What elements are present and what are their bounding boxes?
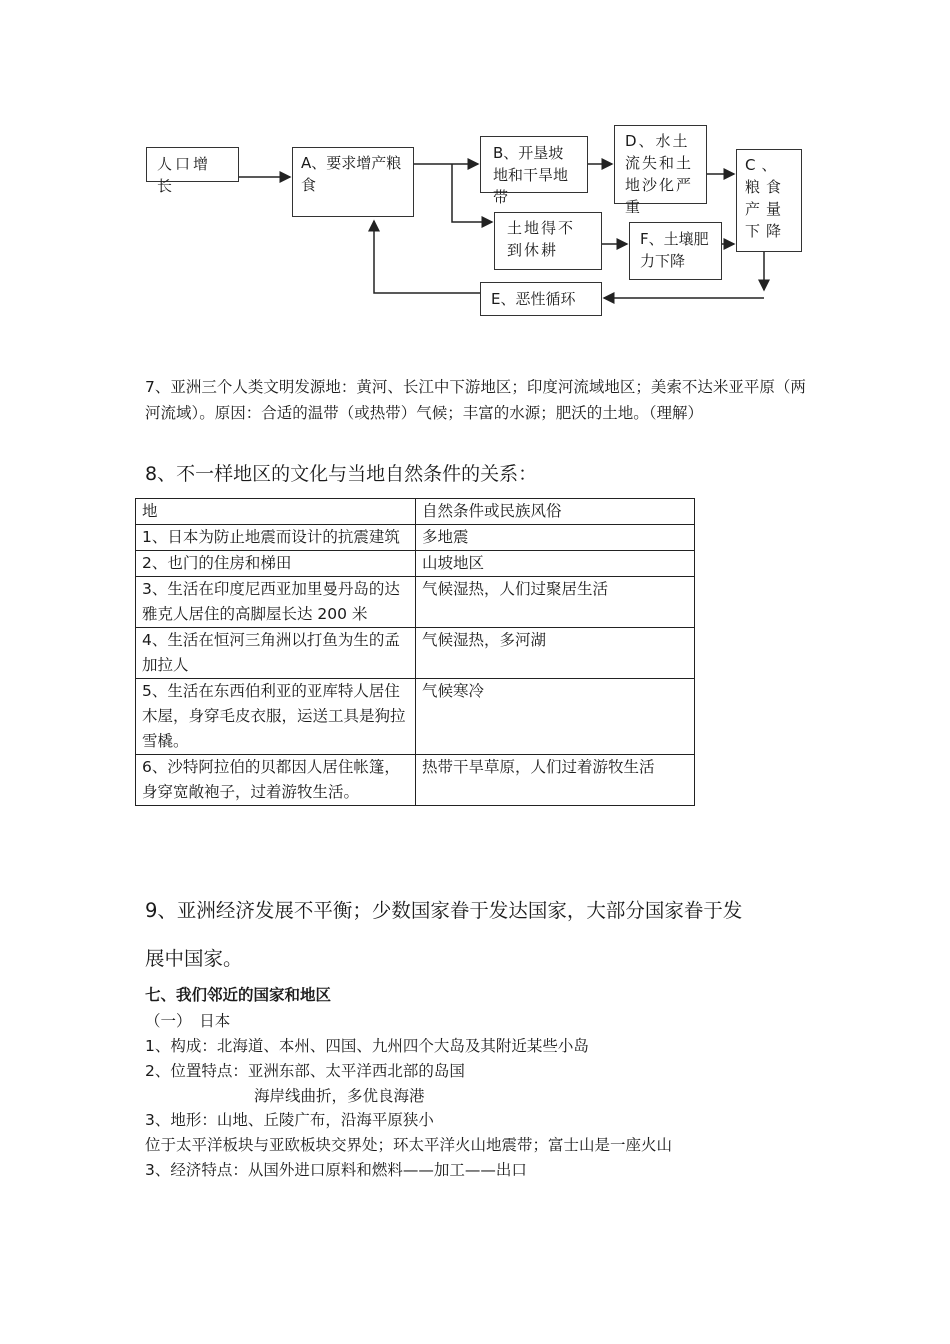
item-9-line-1: 9、亚洲经济发展不平衡；少数国家眷于发达国家，大部分国家眷于发 xyxy=(145,899,743,922)
node-no-rest: 土地得不到休耕 xyxy=(494,212,602,270)
item-8-title: 8、不一样地区的文化与当地自然条件的关系： xyxy=(145,463,538,485)
table-header-row xyxy=(136,499,695,525)
table-cell: 气候湿热，多河湖 xyxy=(416,628,695,679)
flow-diagram xyxy=(0,0,950,340)
section-7-line: 海岸线曲折，多优良海港 xyxy=(254,1087,425,1105)
table-row xyxy=(136,755,695,806)
node-reclaim: B、开垦坡地和干旱地带 xyxy=(480,136,588,193)
node-erosion: D、水土流失和土地沙化严重 xyxy=(614,125,707,204)
section-7-title: 七、我们邻近的国家和地区 xyxy=(145,986,332,1004)
section-7-line: 位于太平洋板块与亚欧板块交界处；环太平洋火山地震带；富士山是一座火山 xyxy=(145,1136,673,1154)
table-cell: 2、也门的住房和梯田 xyxy=(136,551,416,577)
node-vicious: E、恶性循环 xyxy=(480,282,602,316)
node-grain-demand: A、要求增产粮食 xyxy=(292,147,414,217)
table-row xyxy=(136,628,695,679)
table-header-cell: 地 xyxy=(136,499,416,525)
table-row xyxy=(136,577,695,628)
table-cell: 6、沙特阿拉伯的贝都因人居住帐篷，身穿宽敞袍子，过着游牧生活。 xyxy=(136,755,416,806)
item-9-line-2: 展中国家。 xyxy=(145,947,243,970)
section-7-line: 1、构成：北海道、本州、四国、九州四个大岛及其附近某些小岛 xyxy=(145,1037,589,1055)
section-7-subtitle: （一） 日本 xyxy=(145,1012,231,1030)
section-7-line: 3、经济特点：从国外进口原料和燃料——加工——出口 xyxy=(145,1161,527,1179)
arrow-e-to-a xyxy=(374,221,480,293)
node-population: 人口增长 xyxy=(146,147,239,182)
table-cell: 气候寒冷 xyxy=(416,679,695,755)
section-7-line: 3、地形：山地、丘陵广布，沿海平原狭小 xyxy=(145,1111,434,1129)
table-row xyxy=(136,679,695,755)
diagram-arrows xyxy=(0,0,950,340)
table-cell: 4、生活在恒河三角洲以打鱼为生的孟加拉人 xyxy=(136,628,416,679)
table-row xyxy=(136,551,695,577)
table-row xyxy=(136,525,695,551)
node-output-drop: C、粮食产量下降 xyxy=(736,149,802,252)
table-cell: 3、生活在印度尼西亚加里曼丹岛的达雅克人居住的高脚屋长达 200 米 xyxy=(136,577,416,628)
table-header-cell: 自然条件或民族风俗 xyxy=(416,499,695,525)
item-7-text: 7、亚洲三个人类文明发源地：黄河、长江中下游地区；印度河流域地区；美索不达米亚平原（两河流域）。原因：合适的温带（或热带）气候；丰富的水源；肥沃的土地。（理解） xyxy=(145,378,806,422)
culture-nature-table xyxy=(135,498,695,806)
table-cell: 山坡地区 xyxy=(416,551,695,577)
table-cell: 气候湿热，人们过聚居生活 xyxy=(416,577,695,628)
table-cell: 热带干旱草原，人们过着游牧生活 xyxy=(416,755,695,806)
table-cell: 5、生活在东西伯利亚的亚库特人居住木屋，身穿毛皮衣服，运送工具是狗拉雪橇。 xyxy=(136,679,416,755)
section-7-line: 2、位置特点：亚洲东部、太平洋西北部的岛国 xyxy=(145,1062,465,1080)
table-cell: 1、日本为防止地震而设计的抗震建筑 xyxy=(136,525,416,551)
node-fertility: F、土壤肥力下降 xyxy=(629,222,722,280)
table-cell: 多地震 xyxy=(416,525,695,551)
